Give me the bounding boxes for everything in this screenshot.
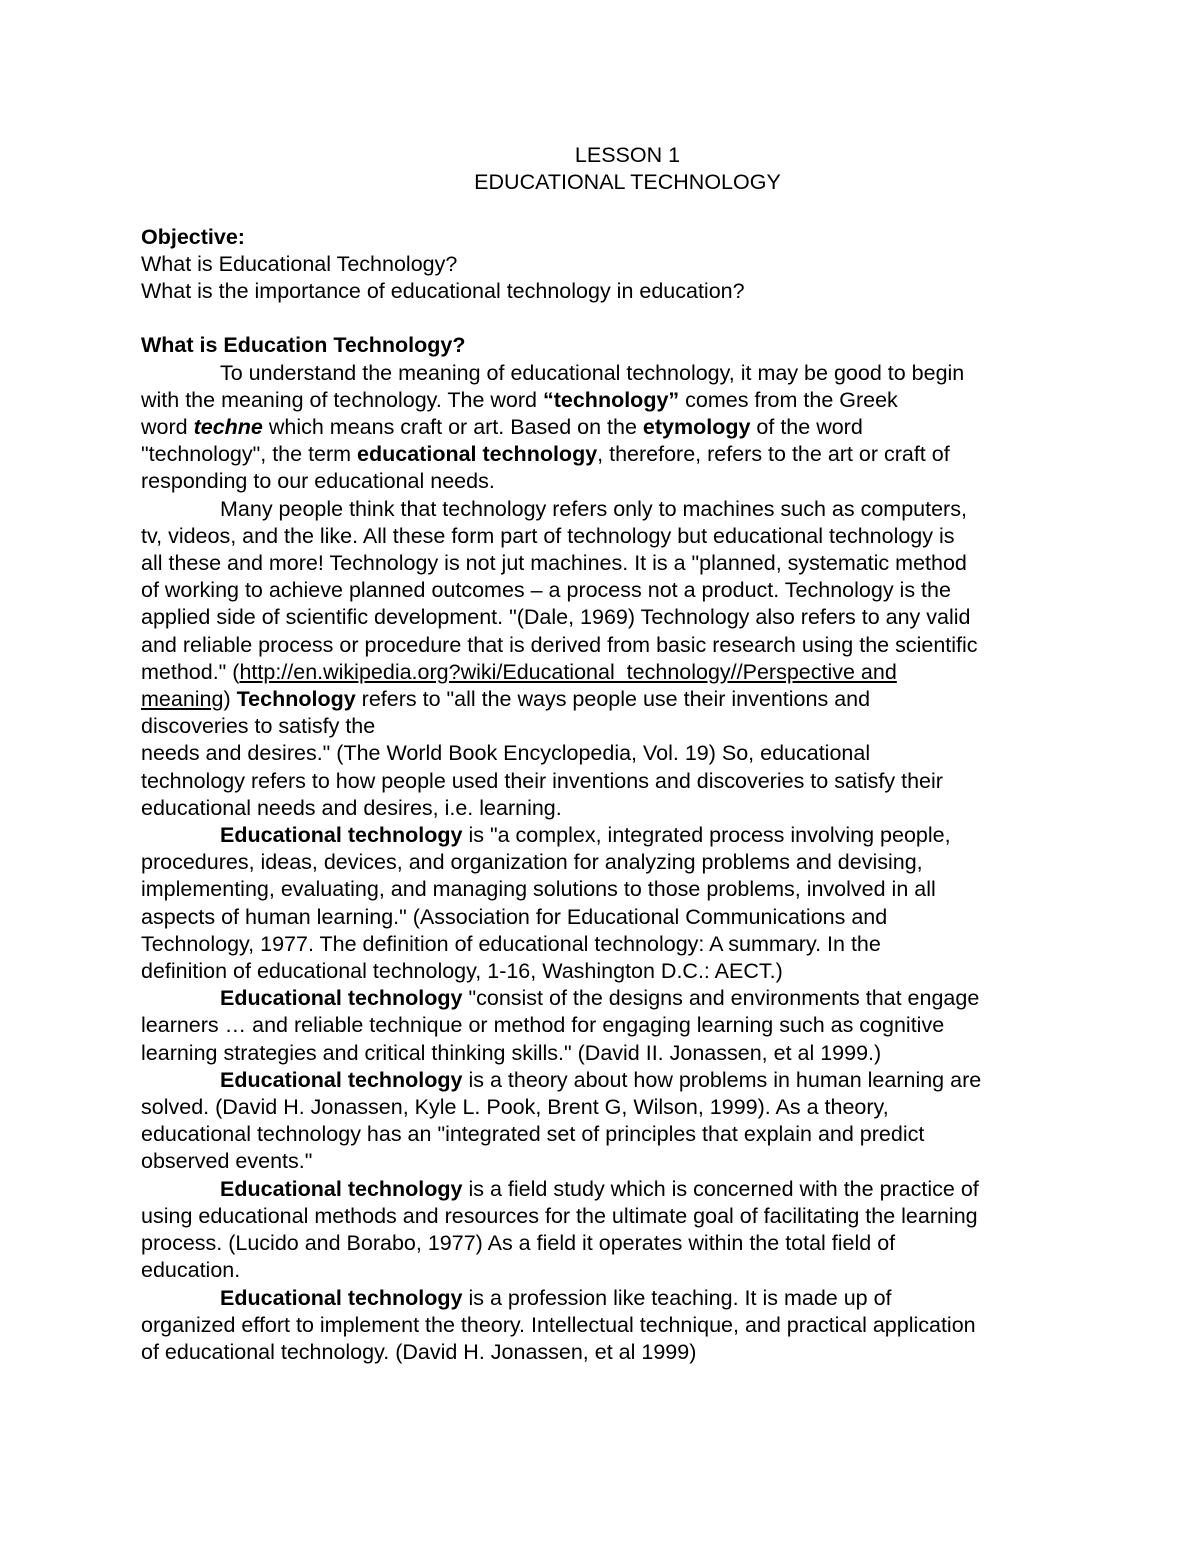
text-line: Educational technology is a field study which is concerned with the practice of — [220, 1176, 979, 1201]
document-body — [141, 142, 1066, 1366]
text-line: of educational technology. (David H. Jonassen, et al 1999) — [141, 1339, 697, 1364]
paragraph-machines — [141, 496, 1066, 822]
objective-label: Objective: — [141, 224, 245, 249]
lesson-title: EDUCATIONAL TECHNOLOGY — [474, 170, 781, 195]
paragraph-definition-aect — [141, 822, 1066, 985]
text-line: aspects of human learning." (Association for Educational Communications and — [141, 904, 888, 929]
paragraph-etymology — [141, 360, 1066, 496]
text-line: education. — [141, 1258, 241, 1283]
text-line: using educational methods and resources for the ultimate goal of facilitating the learning — [141, 1203, 978, 1228]
paragraph-definition-profession — [141, 1285, 1066, 1367]
spacer — [141, 196, 1066, 223]
text-line: Educational technology "consist of the designs and environments that engage — [220, 986, 980, 1011]
text-line: definition of educational technology, 1-16, Washington D.C.: AECT.) — [141, 959, 783, 984]
text-line: Educational technology is a theory about how problems in human learning are — [220, 1067, 982, 1092]
spacer — [141, 305, 1066, 332]
text-line: needs and desires." (The World Book Encyclopedia, Vol. 19) So, educational — [141, 741, 871, 766]
text-line: Educational technology is a profession like teaching. It is made up of — [220, 1285, 892, 1310]
objective-question-2: What is the importance of educational technology in education? — [141, 279, 745, 303]
text-line: process. (Lucido and Borabo, 1977) As a field it operates within the total field of — [141, 1231, 896, 1256]
wikipedia-link[interactable]: http://en.wikipedia.org?wiki/Educational_technology//Perspective and — [239, 659, 897, 684]
paragraph-definition-theory — [141, 1067, 1066, 1176]
objective-question-1: What is Educational Technology? — [141, 251, 458, 276]
text-line: all these and more! Technology is not jut machines. It is a "planned, systematic method — [141, 551, 967, 576]
text-line: applied side of scientific development. "(Dale, 1969) Technology also refers to any valid — [141, 605, 971, 630]
text-line: of working to achieve planned outcomes – a process not a product. Technology is the — [141, 578, 951, 603]
wikipedia-link-continued[interactable]: meaning — [141, 687, 224, 712]
paragraph-definition-designs — [141, 985, 1066, 1067]
text-line: Many people think that technology refers only to machines such as computers, — [220, 496, 967, 521]
text-line: Technology, 1977. The definition of educational technology: A summary. In the — [141, 931, 881, 956]
text-line: learners … and reliable technique or method for engaging learning such as cognitive — [141, 1013, 945, 1038]
lesson-number: LESSON 1 — [574, 143, 681, 167]
paragraph-definition-field — [141, 1176, 1066, 1285]
text-line: observed events." — [141, 1149, 313, 1174]
text-line: educational technology has an "integrated set of principles that explain and predict — [141, 1122, 925, 1147]
text-line: implementing, evaluating, and managing solutions to those problems, involved in all — [141, 877, 936, 902]
text-line: technology refers to how people used their inventions and discoveries to satisfy their — [141, 768, 943, 793]
section-heading: What is Education Technology? — [141, 333, 466, 358]
text-line: educational needs and desires, i.e. learning. — [141, 795, 562, 820]
text-line: solved. (David H. Jonassen, Kyle L. Pook, Brent G, Wilson, 1999). As a theory, — [141, 1095, 889, 1120]
text-line: method." (http://en.wikipedia.org?wiki/Educational_technology//Perspective and — [141, 659, 897, 684]
text-line: word techne which means craft or art. Based on the etymology of the word — [141, 415, 863, 439]
text-line: with the meaning of technology. The word “technology” comes from the Greek — [141, 387, 898, 412]
text-line: "technology", the term educational technology, therefore, refers to the art or craft of — [141, 442, 950, 467]
text-line: responding to our educational needs. — [141, 469, 495, 494]
text-line: Educational technology is "a complex, integrated process involving people, — [220, 823, 951, 848]
text-line: learning strategies and critical thinking skills." (David II. Jonassen, et al 1999.) — [141, 1040, 882, 1065]
text-line: meaning) Technology refers to "all the ways people use their inventions and — [141, 687, 871, 712]
text-line: discoveries to satisfy the — [141, 714, 376, 739]
text-line: and reliable process or procedure that is derived from basic research using the scientific — [141, 632, 978, 657]
text-line: organized effort to implement the theory. Intellectual technique, and practical application — [141, 1312, 976, 1337]
text-line: tv, videos, and the like. All these form part of technology but educational technology is — [141, 523, 955, 548]
text-line: procedures, ideas, devices, and organization for analyzing problems and devising, — [141, 850, 923, 875]
text-line: To understand the meaning of educational technology, it may be good to begin — [220, 360, 965, 385]
